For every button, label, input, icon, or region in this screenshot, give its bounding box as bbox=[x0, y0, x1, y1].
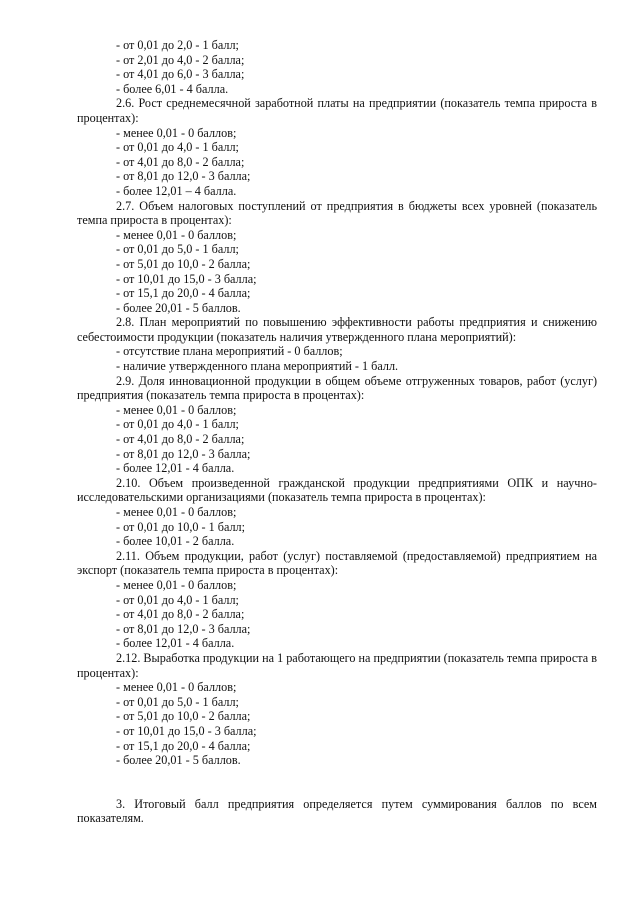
criterion-heading: 2.9. Доля инновационной продукции в общем объеме отгруженных товаров, работ (услуг) предприятия (показатель темпа прироста в процентах): bbox=[77, 373, 597, 403]
score-item: - от 8,01 до 12,0 - 3 балла; bbox=[116, 169, 251, 184]
score-item: - наличие утвержденного плана мероприятий - 1 балл. bbox=[116, 359, 399, 374]
score-item: - более 10,01 - 2 балла. bbox=[116, 534, 235, 549]
score-item: - менее 0,01 - 0 баллов; bbox=[116, 577, 237, 592]
score-item: - от 5,01 до 10,0 - 2 балла; bbox=[116, 256, 251, 271]
score-item: - от 0,01 до 2,0 - 1 балл; bbox=[116, 38, 239, 52]
score-item: - от 0,01 до 5,0 - 1 балл; bbox=[116, 694, 239, 709]
criterion-section bbox=[77, 549, 597, 651]
criterion-section bbox=[77, 374, 597, 476]
score-item: - от 0,01 до 4,0 - 1 балл; bbox=[116, 417, 239, 432]
score-item: - менее 0,01 - 0 баллов; bbox=[116, 505, 237, 519]
intro-items bbox=[77, 38, 597, 96]
criterion-heading: 2.6. Рост среднемесячной заработной платы на предприятии (показатель темпа прироста в процентах): bbox=[77, 96, 597, 125]
score-item: - от 0,01 до 10,0 - 1 балл; bbox=[116, 519, 246, 534]
criterion-section bbox=[77, 96, 597, 198]
score-item: - от 0,01 до 5,0 - 1 балл; bbox=[116, 242, 239, 257]
sections-container bbox=[77, 96, 597, 767]
criterion-heading: 2.8. План мероприятий по повышению эффективности работы предприятия и снижению себестоимости продукции (показатель наличия утвержденного плана мероприятий): bbox=[77, 315, 597, 344]
score-item: - от 2,01 до 4,0 - 2 балла; bbox=[116, 52, 245, 67]
paragraph-gap bbox=[77, 782, 597, 797]
score-item: - от 0,01 до 4,0 - 1 балл; bbox=[116, 592, 239, 607]
score-item: - от 8,01 до 12,0 - 3 балла; bbox=[116, 446, 251, 461]
score-item: - от 4,01 до 6,0 - 3 балла; bbox=[116, 67, 245, 82]
score-item: - от 10,01 до 15,0 - 3 балла; bbox=[116, 723, 257, 738]
score-item: - от 4,01 до 8,0 - 2 балла; bbox=[116, 432, 245, 447]
score-item: - более 20,01 - 5 баллов. bbox=[116, 300, 241, 315]
score-item: - от 4,01 до 8,0 - 2 балла; bbox=[116, 154, 245, 169]
score-item: - от 15,1 до 20,0 - 4 балла; bbox=[116, 286, 251, 301]
criterion-heading: 2.12. Выработка продукции на 1 работающего на предприятии (показатель темпа прироста в процентах): bbox=[77, 650, 597, 680]
score-item: - от 5,01 до 10,0 - 2 балла; bbox=[116, 709, 251, 724]
criterion-heading: 2.11. Объем продукции, работ (услуг) поставляемой (предоставляемой) предприятием на экспорт (показатель темпа прироста в процентах): bbox=[77, 548, 597, 578]
score-item: - более 12,01 – 4 балла. bbox=[116, 183, 237, 198]
score-item: - от 15,1 до 20,0 - 4 балла; bbox=[116, 738, 251, 753]
score-item: - от 10,01 до 15,0 - 3 балла; bbox=[116, 271, 257, 286]
score-item: - отсутствие плана мероприятий - 0 баллов; bbox=[116, 344, 343, 359]
score-item: - менее 0,01 - 0 баллов; bbox=[116, 125, 237, 140]
score-item: - более 12,01 - 4 балла. bbox=[116, 636, 235, 651]
score-item: - менее 0,01 - 0 баллов; bbox=[116, 402, 237, 417]
criterion-section bbox=[77, 651, 597, 768]
score-item: - менее 0,01 - 0 баллов; bbox=[116, 227, 237, 242]
score-item: - от 4,01 до 8,0 - 2 балла; bbox=[116, 607, 245, 622]
score-item: - от 0,01 до 4,0 - 1 балл; bbox=[116, 140, 239, 155]
criterion-heading: 2.10. Объем произведенной гражданской продукции предприятиями ОПК и научно-исследовательскими организациями (показатель темпа прироста в процентах): bbox=[77, 475, 597, 505]
final-paragraph: 3. Итоговый балл предприятия определяется путем суммирования баллов по всем показателям. bbox=[77, 796, 597, 826]
paragraph-gap bbox=[77, 768, 597, 783]
criterion-section bbox=[77, 476, 597, 549]
score-item: - от 8,01 до 12,0 - 3 балла; bbox=[116, 621, 251, 636]
score-item: - более 6,01 - 4 балла. bbox=[116, 81, 229, 96]
score-item: - более 12,01 - 4 балла. bbox=[116, 461, 235, 476]
criterion-heading: 2.7. Объем налоговых поступлений от предприятия в бюджеты всех уровней (показатель темпа прироста в процентах): bbox=[77, 198, 597, 228]
score-item: - менее 0,01 - 0 баллов; bbox=[116, 680, 237, 695]
document-page bbox=[77, 38, 597, 826]
criterion-section bbox=[77, 199, 597, 316]
criterion-section bbox=[77, 315, 597, 373]
score-item: - более 20,01 - 5 баллов. bbox=[116, 753, 241, 768]
